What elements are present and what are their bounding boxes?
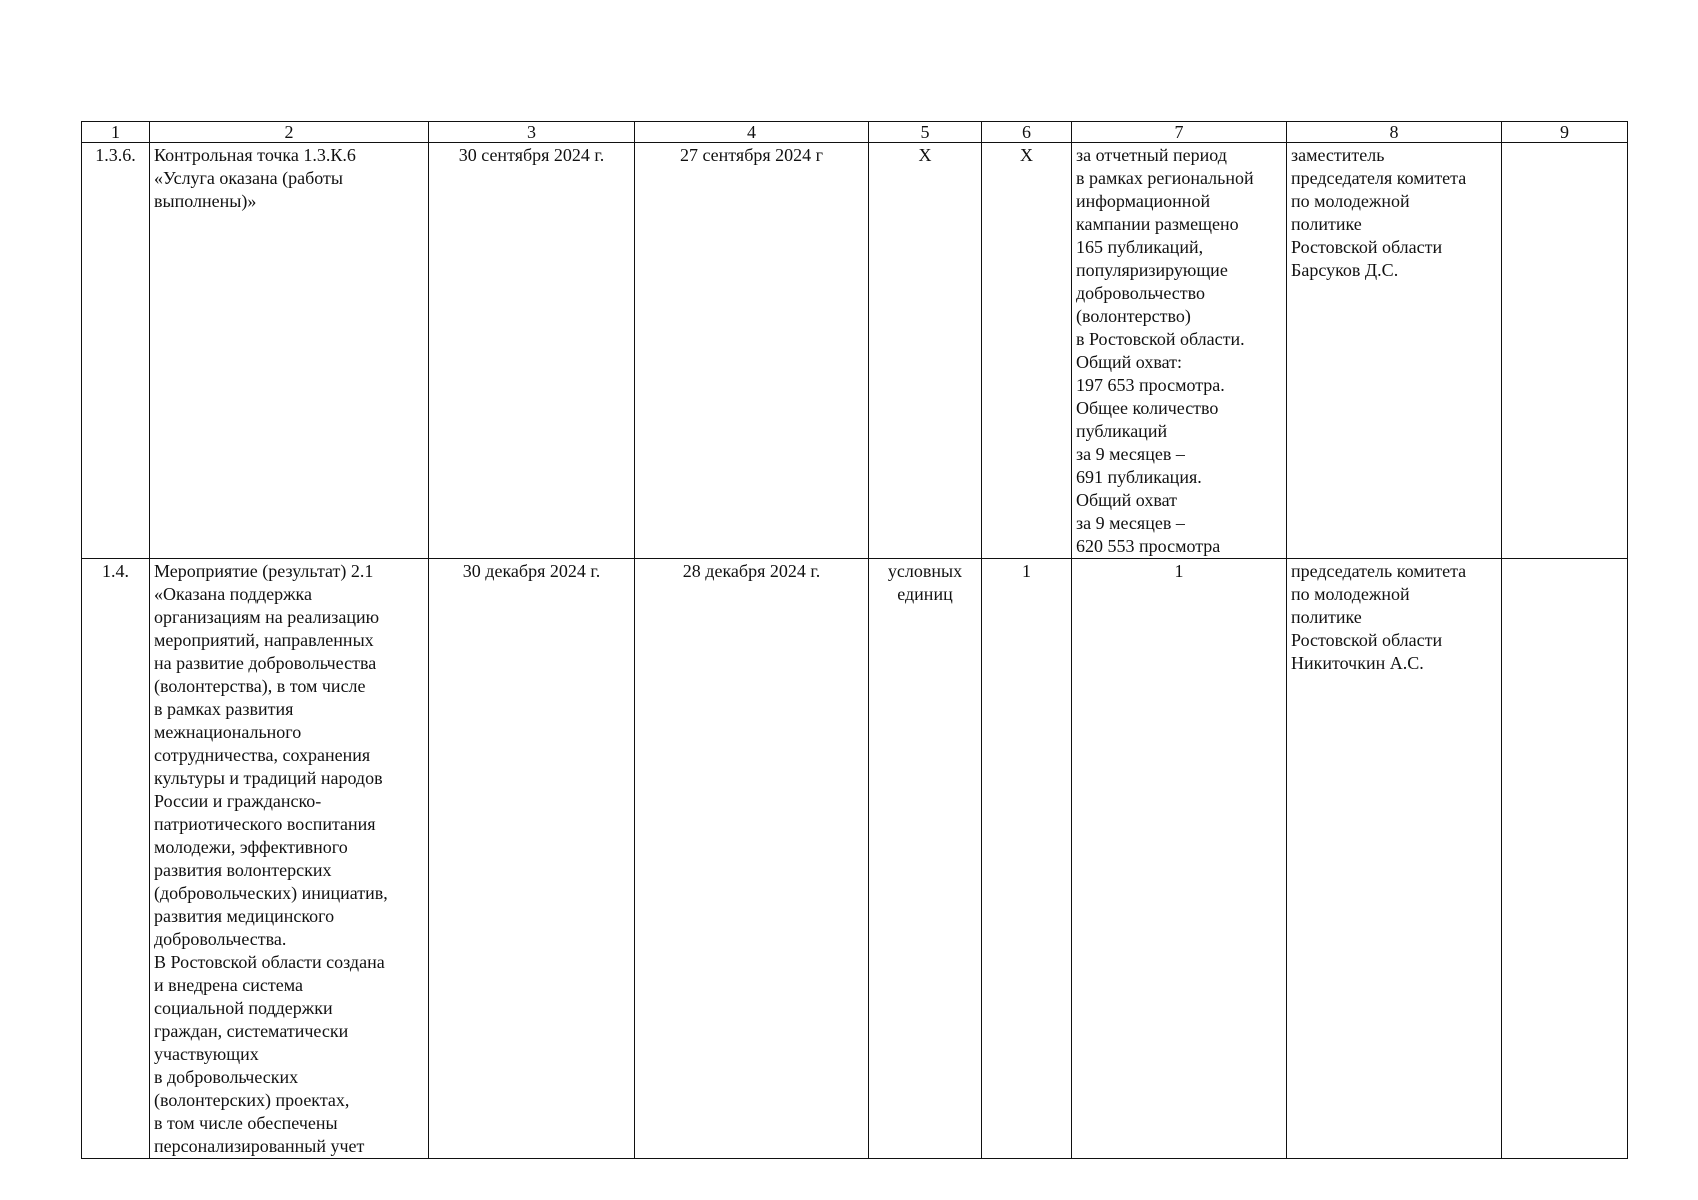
col9-value xyxy=(1502,559,1628,1159)
row-name: Контрольная точка 1.3.К.6 «Услуга оказана (работы выполнены)» xyxy=(150,143,429,559)
header-cell-1: 1 xyxy=(82,122,150,143)
header-cell-3: 3 xyxy=(429,122,635,143)
col5-value: X xyxy=(869,143,982,559)
header-cell-6: 6 xyxy=(982,122,1072,143)
planned-date: 30 сентября 2024 г. xyxy=(429,143,635,559)
header-cell-5: 5 xyxy=(869,122,982,143)
header-row xyxy=(82,122,1628,143)
col9-value xyxy=(1502,143,1628,559)
row-number: 1.3.6. xyxy=(82,143,150,559)
table-row xyxy=(82,559,1628,1159)
report-table xyxy=(81,121,1628,1159)
actual-date: 27 сентября 2024 г xyxy=(635,143,869,559)
header-cell-9: 9 xyxy=(1502,122,1628,143)
col5-value: условных единиц xyxy=(869,559,982,1159)
col7-value: за отчетный период в рамках региональной информационной кампании размещено 165 публикаций, популяризирующие добровольчество (волонтерство) в Ростовской области. Общий охват: 197 653 просмотра. Общее количество публикаций за 9 месяцев – 691 публикация. Общий охват за 9 месяцев – 620 553 просмотра xyxy=(1072,143,1287,559)
table-row xyxy=(82,143,1628,559)
header-cell-4: 4 xyxy=(635,122,869,143)
responsible-person: заместитель председателя комитета по молодежной политике Ростовской области Барсуков Д.С. xyxy=(1287,143,1502,559)
col6-value: 1 xyxy=(982,559,1072,1159)
planned-date: 30 декабря 2024 г. xyxy=(429,559,635,1159)
row-number: 1.4. xyxy=(82,559,150,1159)
responsible-person: председатель комитета по молодежной политике Ростовской области Никиточкин А.С. xyxy=(1287,559,1502,1159)
col6-value: X xyxy=(982,143,1072,559)
col7-value: 1 xyxy=(1072,559,1287,1159)
header-cell-8: 8 xyxy=(1287,122,1502,143)
actual-date: 28 декабря 2024 г. xyxy=(635,559,869,1159)
header-cell-7: 7 xyxy=(1072,122,1287,143)
header-cell-2: 2 xyxy=(150,122,429,143)
row-name: Мероприятие (результат) 2.1 «Оказана поддержка организациям на реализацию мероприятий, направленных на развитие добровольчества (волонтерства), в том числе в рамках развития межнационального сотрудничества, сохранения культуры и традиций народов России и гражданско- патриотического воспитания молодежи, эффективного развития волонтерских (добровольческих) инициатив, развития медицинского добровольчества. В Ростовской области создана и внедрена система социальной поддержки граждан, систематически участвующих в добровольческих (волонтерских) проектах, в том числе обеспечены персонализированный учет xyxy=(150,559,429,1159)
